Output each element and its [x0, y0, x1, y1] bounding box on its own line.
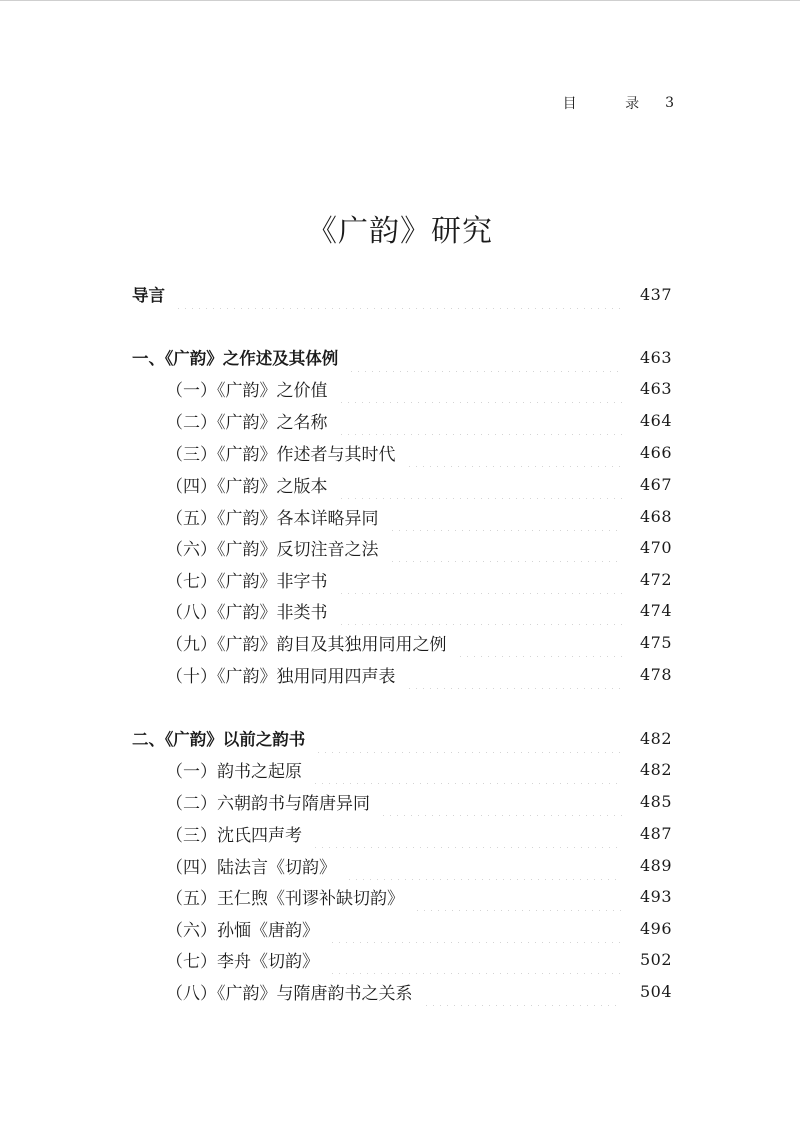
dot-leader [389, 501, 623, 531]
toc-entry-page: 496 [639, 918, 672, 938]
toc-entry-1-3[interactable] [0, 437, 800, 467]
dot-leader [389, 532, 623, 562]
toc-entry-label: （八）《广韵》非类书 [166, 602, 328, 623]
toc-entry-page: 485 [639, 791, 672, 811]
toc-entry-page: 487 [639, 823, 672, 843]
dot-leader [338, 595, 623, 625]
toc-entry-page: 463 [639, 378, 672, 398]
dot-leader [423, 976, 623, 1006]
toc-entry-page: 478 [639, 664, 672, 684]
toc-entry-page: 472 [639, 569, 672, 589]
running-header-label: 目 录 [562, 96, 662, 112]
toc-entry-2-4[interactable] [0, 850, 800, 880]
toc-entry-label: （二）六朝韵书与隋唐异同 [166, 793, 370, 814]
toc-entry-page: 474 [639, 600, 672, 620]
dot-leader [338, 405, 623, 435]
toc-entry-intro[interactable] [0, 279, 800, 309]
dot-leader [329, 944, 622, 974]
dot-leader [457, 627, 623, 657]
toc-entry-label: （四）陆法言《切韵》 [166, 857, 336, 878]
toc-entry-1-6[interactable] [0, 532, 800, 562]
dot-leader [329, 913, 622, 943]
toc-entry-2-8[interactable] [0, 976, 800, 1006]
toc-entry-page: 504 [639, 981, 672, 1001]
running-header [560, 92, 674, 114]
toc-entry-1-5[interactable] [0, 501, 800, 531]
toc-entry-label: （六）《广韵》反切注音之法 [166, 539, 379, 560]
toc-entry-label: （四）《广韵》之版本 [166, 476, 328, 497]
dot-leader [346, 850, 622, 880]
toc-entry-page: 464 [639, 410, 672, 430]
toc-entry-1-9[interactable] [0, 627, 800, 657]
toc-entry-1-7[interactable] [0, 564, 800, 594]
toc-entry-2-2[interactable] [0, 786, 800, 816]
toc-entry-label: （七）《广韵》非字书 [166, 571, 328, 592]
dot-leader [406, 437, 623, 467]
toc-entry-1-10[interactable] [0, 659, 800, 689]
toc-entry-label: （五）王仁煦《刊谬补缺切韵》 [166, 888, 404, 909]
dot-leader [348, 342, 622, 372]
toc-entry-section-1[interactable] [0, 342, 800, 372]
toc-entry-label: （十）《广韵》独用同用四声表 [166, 666, 396, 687]
toc-entry-section-2[interactable] [0, 723, 800, 753]
toc-entry-1-1[interactable] [0, 373, 800, 403]
page-title: 《广韵》研究 [307, 214, 493, 249]
dot-leader [312, 818, 622, 848]
toc-entry-page: 502 [639, 949, 672, 969]
toc-entry-1-8[interactable] [0, 595, 800, 625]
toc-entry-2-7[interactable] [0, 944, 800, 974]
toc-entry-label: （五）《广韵》各本详略异同 [166, 508, 379, 529]
toc-entry-page: 468 [639, 506, 672, 526]
toc-entry-page: 463 [639, 347, 672, 367]
toc-entry-label: 一、《广韵》之作述及其体例 [132, 349, 339, 368]
toc-entry-label: （二）《广韵》之名称 [166, 412, 328, 433]
toc-entry-page: 467 [639, 474, 672, 494]
toc-entry-2-5[interactable] [0, 881, 800, 911]
toc-entry-label: （三）《广韵》作述者与其时代 [166, 444, 396, 465]
toc-entry-page: 470 [639, 537, 672, 557]
toc-entry-label: （一）韵书之起原 [166, 761, 302, 782]
running-header-page-number: 3 [665, 95, 674, 111]
toc-entry-2-6[interactable] [0, 913, 800, 943]
toc-entry-label: （八）《广韵》与隋唐韵书之关系 [166, 983, 413, 1004]
toc-entry-page: 482 [639, 728, 672, 748]
dot-leader [380, 786, 622, 816]
toc-entry-page: 489 [639, 855, 672, 875]
toc-entry-1-2[interactable] [0, 405, 800, 435]
toc-entry-page: 437 [639, 284, 672, 304]
toc-entry-label: 导言 [132, 286, 165, 305]
toc-entry-label: （六）孙愐《唐韵》 [166, 920, 319, 941]
toc-entry-label: （九）《广韵》韵目及其独用同用之例 [166, 634, 447, 655]
dot-leader [338, 469, 623, 499]
toc-entry-2-3[interactable] [0, 818, 800, 848]
dot-leader [175, 279, 622, 309]
dot-leader [315, 723, 622, 753]
dot-leader [406, 659, 623, 689]
toc-entry-page: 475 [639, 632, 672, 652]
dot-leader [338, 373, 623, 403]
toc-entry-label: 二、《广韵》以前之韵书 [132, 730, 306, 749]
top-rule [0, 0, 800, 1]
toc-entry-label: （三）沈氏四声考 [166, 825, 302, 846]
toc-entry-page: 493 [639, 886, 672, 906]
toc-entry-label: （一）《广韵》之价值 [166, 380, 328, 401]
dot-leader [338, 564, 623, 594]
toc-entry-1-4[interactable] [0, 469, 800, 499]
toc-entry-page: 466 [639, 442, 672, 462]
toc-entry-2-1[interactable] [0, 754, 800, 784]
dot-leader [414, 881, 622, 911]
dot-leader [312, 754, 622, 784]
toc-entry-page: 482 [639, 759, 672, 779]
toc-entry-label: （七）李舟《切韵》 [166, 951, 319, 972]
